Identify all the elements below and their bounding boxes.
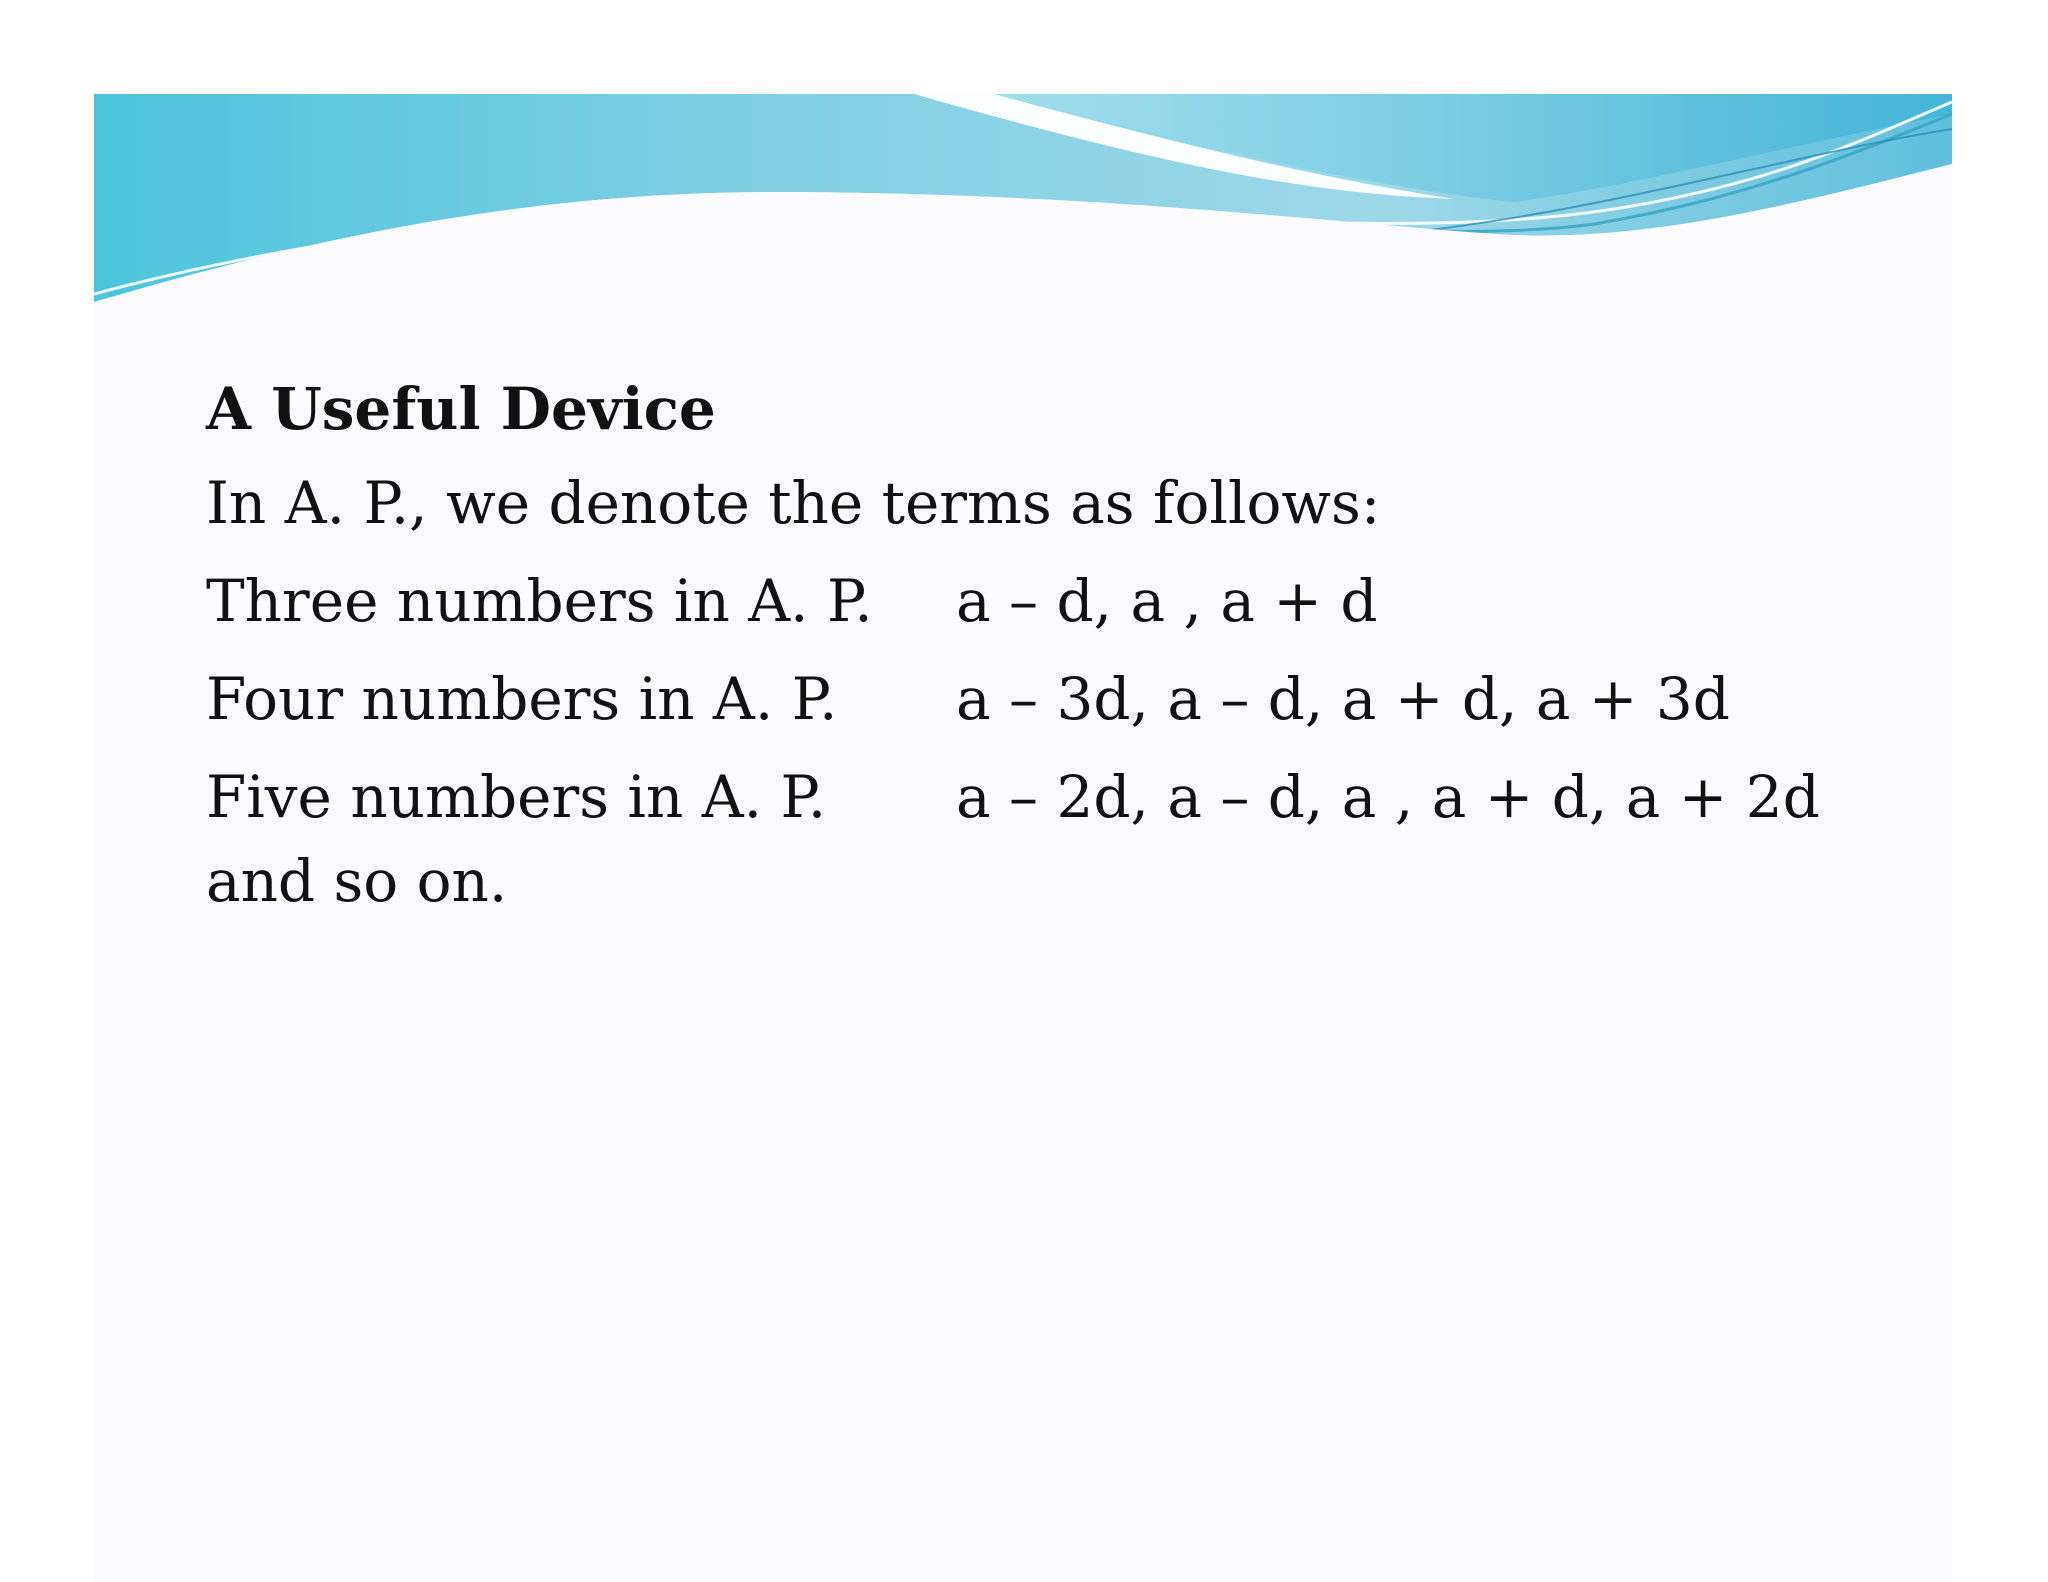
ap-row-five (206, 748, 1856, 846)
row-label: Five numbers in A. P. (206, 763, 827, 831)
row-label: Four numbers in A. P. (206, 665, 838, 733)
slide-heading: A Useful Device (206, 375, 716, 443)
intro-text: In A. P., we denote the terms as follows: (206, 469, 1381, 537)
row-formula: a – 2d, a – d, a , a + d, a + 2d (956, 763, 1820, 831)
wave-banner (94, 94, 1952, 314)
ap-row-three (206, 552, 1856, 650)
row-formula: a – d, a , a + d (956, 567, 1378, 635)
tail-text: and so on. (206, 847, 508, 915)
row-formula: a – 3d, a – d, a + d, a + 3d (956, 665, 1730, 733)
row-label: Three numbers in A. P. (206, 567, 873, 635)
slide-content (206, 364, 1856, 916)
slide (94, 94, 1952, 1582)
ap-row-four (206, 650, 1856, 748)
